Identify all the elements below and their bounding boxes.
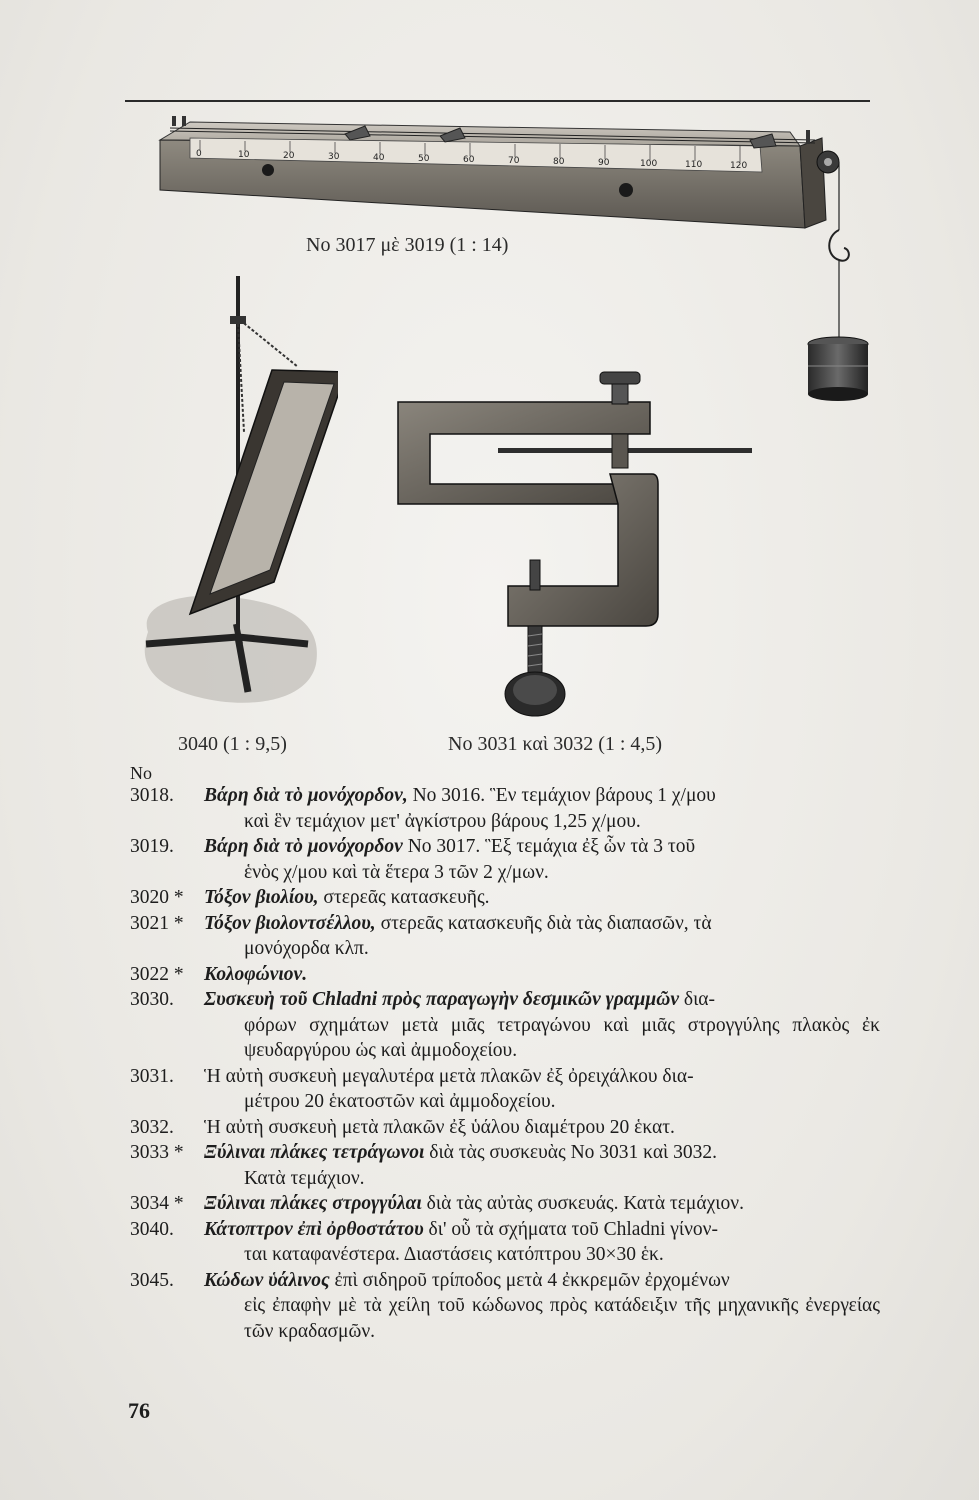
ruler-label-80: 80: [553, 157, 565, 167]
catalog-entry-3030: [130, 987, 880, 1064]
entry-title: Βάρη διὰ τὸ μονόχορδον,: [204, 785, 408, 806]
entry-text: στερεᾶς κατασκευῆς.: [318, 887, 490, 908]
entry-text: ἐπὶ σιδηροῦ τρίποδος μετὰ 4 ἐκκρεμῶν ἐρχομένων: [329, 1269, 730, 1291]
entry-text: No 3016. Ἓν τεμάχιον βάρους 1 χ/μου: [407, 785, 716, 806]
entry-number: 3032.: [130, 1116, 174, 1138]
catalog-entry-3032: [130, 1115, 880, 1141]
ruler-label-110: 110: [685, 160, 703, 170]
entry-number: 3031.: [130, 1065, 174, 1087]
entry-title: Κολοφώνιον.: [204, 963, 308, 985]
entry-number: 3020 *: [130, 887, 184, 908]
ruler-label-10: 10: [238, 150, 250, 160]
entry-continuation: Κατὰ τεμάχιον.: [244, 1167, 365, 1189]
chladni-clamp-illustration: [390, 364, 770, 724]
mirror-stand-illustration: [128, 272, 338, 712]
entry-text: No 3017. Ἓξ τεμάχια ἐξ ὧν τὰ 3 τοῦ: [402, 836, 696, 857]
ruler-label-20: 20: [283, 151, 295, 161]
entry-text: διὰ τὰς συσκευὰς No 3031 καὶ 3032.: [424, 1142, 718, 1163]
entry-continuation: φόρων σχημάτων μετὰ μιᾶς τετραγώνου καὶ μιᾶς στρογγύλης πλακὸς ἐκ ψευδαργύρου ὡς καὶ ἀμμοδοχείου.: [244, 1014, 880, 1061]
entry-number: 3040.: [130, 1218, 174, 1240]
entry-continuation: ται καταφανέστερα. Διαστάσεις κατόπτρου 30×30 ἑκ.: [244, 1244, 664, 1265]
caption-mirror: 3040 (1 : 9,5): [178, 733, 287, 755]
entry-number: 3022 *: [130, 963, 184, 985]
entry-text: Ἡ αὐτὴ συσκευὴ μετὰ πλακῶν ἐξ ὑάλου διαμέτρου 20 ἑκατ.: [204, 1116, 675, 1138]
entry-number: 3018.: [130, 785, 174, 806]
caption-monochord: No 3017 μὲ 3019 (1 : 14): [306, 234, 509, 256]
ruler-label-60: 60: [463, 155, 475, 165]
entry-number: 3030.: [130, 989, 174, 1010]
entry-text: δια-: [679, 989, 716, 1010]
entry-text: δι' οὗ τὰ σχήματα τοῦ Chladni γίνον-: [423, 1218, 718, 1240]
entry-title: Ξύλιναι πλάκες τετράγωνοι: [204, 1142, 425, 1163]
entry-title: Βάρη διὰ τὸ μονόχορδον: [204, 836, 403, 857]
entry-number: 3021 *: [130, 912, 184, 934]
ruler-label-90: 90: [598, 158, 610, 168]
ruler-label-30: 30: [328, 152, 340, 162]
entry-number: 3045.: [130, 1269, 174, 1291]
catalog-entry-3033: [130, 1140, 880, 1191]
ruler-label-50: 50: [418, 154, 430, 164]
catalog-entry-3045: [130, 1268, 880, 1345]
catalog-entry-3019: [130, 834, 880, 885]
entry-title: Τόξον βιολοντσέλλου,: [204, 912, 376, 934]
ruler-label-100: 100: [640, 159, 658, 169]
catalog-entry-3022: [130, 962, 880, 988]
entry-number: 3034 *: [130, 1193, 184, 1214]
catalog-entry-3018: [130, 783, 880, 834]
entry-continuation: μονόχορδα κλπ.: [244, 938, 369, 959]
ruler-label-120: 120: [730, 161, 748, 171]
column-header-no: No: [130, 763, 152, 783]
entry-title: Κάτοπτρον ἐπὶ ὀρθοστάτου: [204, 1218, 424, 1240]
catalog-list: [130, 763, 880, 1344]
entry-text: στερεᾶς κατασκευῆς διὰ τὰς διαπασῶν, τὰ: [375, 912, 712, 934]
entry-title: Τόξον βιολίου,: [204, 887, 319, 908]
catalog-entry-3040: [130, 1217, 880, 1268]
page-number: 76: [128, 1398, 150, 1423]
entry-text: Ἡ αὐτὴ συσκευὴ μεγαλυτέρα μετὰ πλακῶν ἐξ ὀρειχάλκου δια-: [204, 1065, 694, 1087]
entry-continuation: καὶ ἓν τεμάχιον μετ' ἀγκίστρου βάρους 1,25 χ/μου.: [244, 810, 641, 832]
entry-continuation: μέτρου 20 ἑκατοστῶν καὶ ἀμμοδοχείου.: [244, 1091, 556, 1112]
ruler-label-70: 70: [508, 156, 520, 166]
catalog-entry-3034: [130, 1191, 880, 1217]
ruler-label-0: 0: [196, 149, 202, 159]
entry-text: διὰ τὰς αὐτὰς συσκευάς. Κατὰ τεμάχιον.: [421, 1193, 744, 1214]
entry-title: Κώδων ὑάλινος: [204, 1269, 330, 1291]
caption-clamp: No 3031 καὶ 3032 (1 : 4,5): [448, 733, 663, 755]
entry-number: 3033 *: [130, 1142, 184, 1163]
entry-title: Συσκευὴ τοῦ Chladni πρὸς παραγωγὴν δεσμικῶν γραμμῶν: [204, 989, 679, 1010]
catalog-entry-3021: [130, 911, 880, 962]
catalog-entry-3020: [130, 885, 880, 911]
entry-continuation: ἑνὸς χ/μου καὶ τὰ ἕτερα 3 τῶν 2 χ/μων.: [244, 861, 549, 883]
entry-number: 3019.: [130, 836, 174, 857]
entry-title: Ξύλιναι πλάκες στρογγύλαι: [204, 1193, 422, 1214]
entry-continuation: εἰς ἐπαφὴν μὲ τὰ χείλη τοῦ κώδωνος πρὸς κατάδειξιν τῆς μηχανικῆς ἐνεργείας τῶν κραδασμῶν.: [244, 1295, 880, 1342]
top-rule: [125, 100, 870, 102]
catalog-entry-3031: [130, 1064, 880, 1115]
ruler-label-40: 40: [373, 153, 385, 163]
